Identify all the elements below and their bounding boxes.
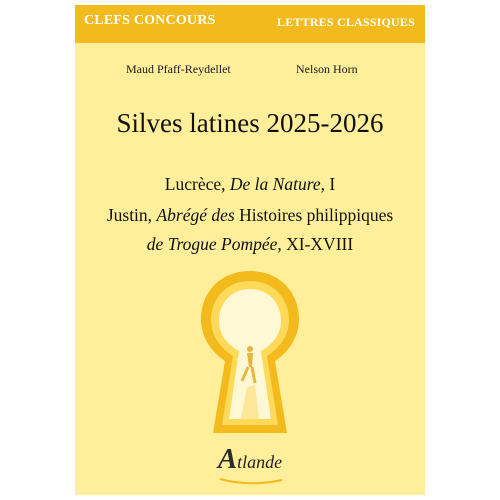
publisher-name-rest: tlande xyxy=(237,452,283,472)
book-title: Silves latines 2025-2026 xyxy=(116,108,384,138)
work-1-title: De la Nature, xyxy=(229,174,325,194)
work-3-title-italic: de Trogue Pompée xyxy=(146,234,278,254)
work-3-book: , XI-XVIII xyxy=(277,234,354,254)
publisher-swash xyxy=(200,477,300,487)
work-1-author: Lucrèce, xyxy=(164,174,230,194)
work-line-1 xyxy=(75,174,425,195)
author-1: Maud Pfaff-Reydellet xyxy=(126,62,231,76)
publisher-logo xyxy=(75,443,425,476)
series-band xyxy=(75,5,425,43)
work-2-title-rest: Histoires philippiques xyxy=(234,205,394,225)
work-line-3 xyxy=(75,234,425,255)
work-1-book: I xyxy=(325,174,336,194)
work-2-author: Justin, xyxy=(106,205,157,225)
keyhole-icon xyxy=(195,267,305,437)
category-name: LETTRES CLASSIQUES xyxy=(277,15,415,29)
publisher-initial: A xyxy=(217,443,238,475)
work-2-title-italic: Abrégé des xyxy=(156,205,235,225)
author-2: Nelson Horn xyxy=(296,62,358,76)
work-line-2 xyxy=(75,205,425,226)
collection-name: CLEFS CONCOURS xyxy=(84,13,216,28)
book-cover xyxy=(75,5,425,495)
